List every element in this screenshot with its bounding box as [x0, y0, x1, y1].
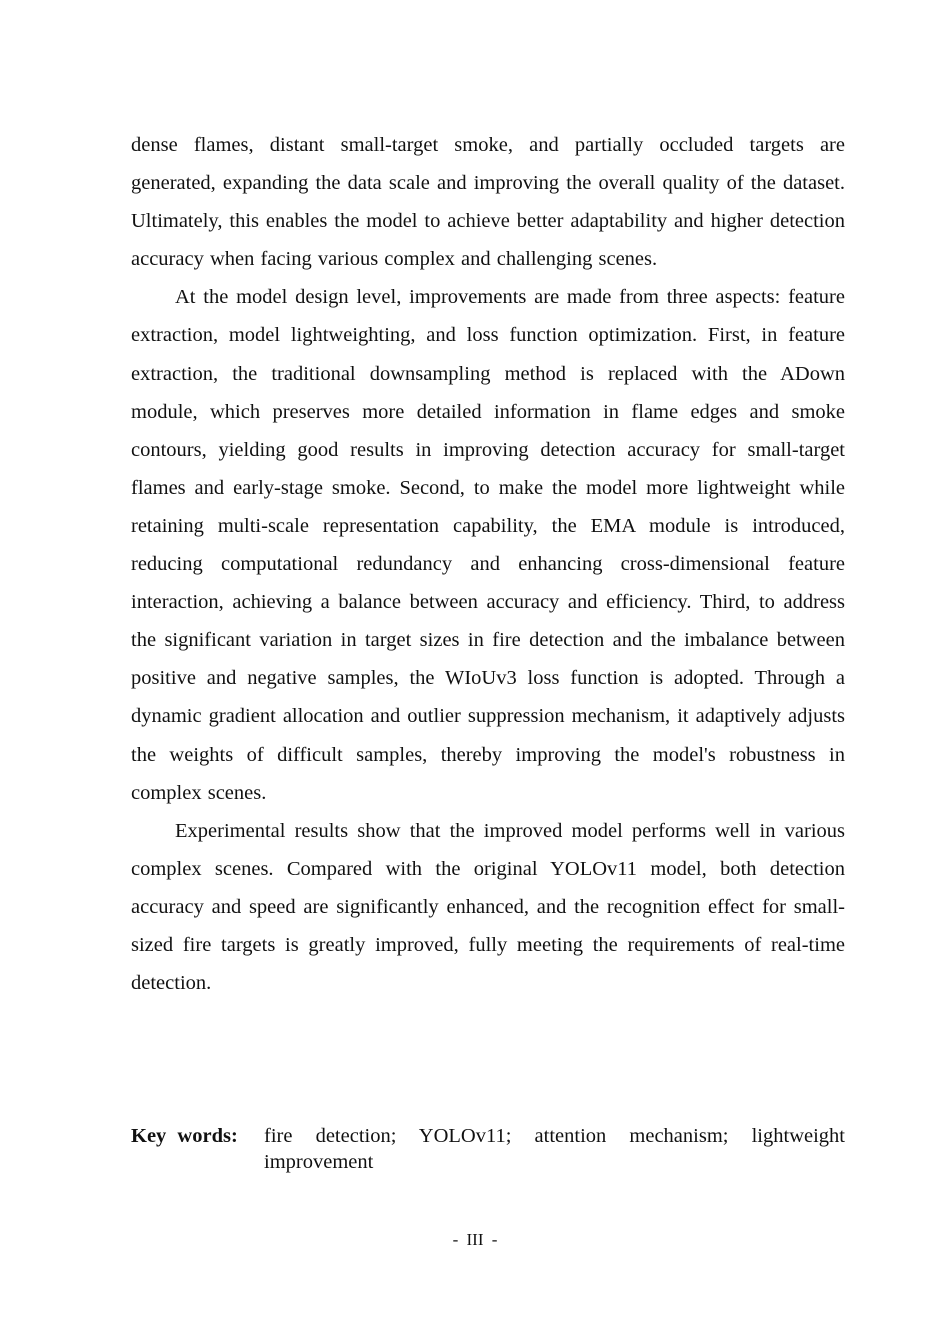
page-number: - III - — [452, 1230, 498, 1249]
paragraph-experimental-results: Experimental results show that the improved model performs well in various complex scenes. Compared with the original YOLOv11 model, both detection accuracy and speed are significantly enhanced, and the recognition effect for small-sized fire targets is greatly improved, fully meeting the requirements of real-time detection. — [131, 819, 845, 995]
keywords-section — [131, 1123, 845, 1175]
paragraph-model-design: At the model design level, improvements are made from three aspects: feature extraction, model lightweighting, and loss function optimization. First, in feature extraction, the traditional downsampling method is replaced with the ADown module, which preserves more detailed information in flame edges and smoke contours, yielding good results in improving detection accuracy for small-target flames and early-stage smoke. Second, to make the model more lightweight while retaining multi-scale representation capability, the EMA module is introduced, reducing computational redundancy and enhancing cross-dimensional feature interaction, achieving a balance between accuracy and efficiency. Third, to address the significant variation in target sizes in fire detection and the imbalance between positive and negative samples, the WIoUv3 loss function is adopted. Through a dynamic gradient allocation and outlier suppression mechanism, it adaptively adjusts the weights of difficult samples, thereby improving the model's robustness in complex scenes. — [131, 286, 845, 804]
keywords-label: Key words: — [131, 1125, 238, 1147]
paragraph-continuation: dense flames, distant small-target smoke, and partially occluded targets are generated, expanding the data scale and improving the overall quality of the dataset. Ultimately, this enables the model to achieve better adaptability and higher detection accuracy when facing various complex and challenging scenes. — [131, 134, 845, 271]
abstract-body — [131, 126, 845, 1002]
keywords-text: fire detection; YOLOv11; attention mechanism; lightweight improvement — [264, 1125, 845, 1173]
